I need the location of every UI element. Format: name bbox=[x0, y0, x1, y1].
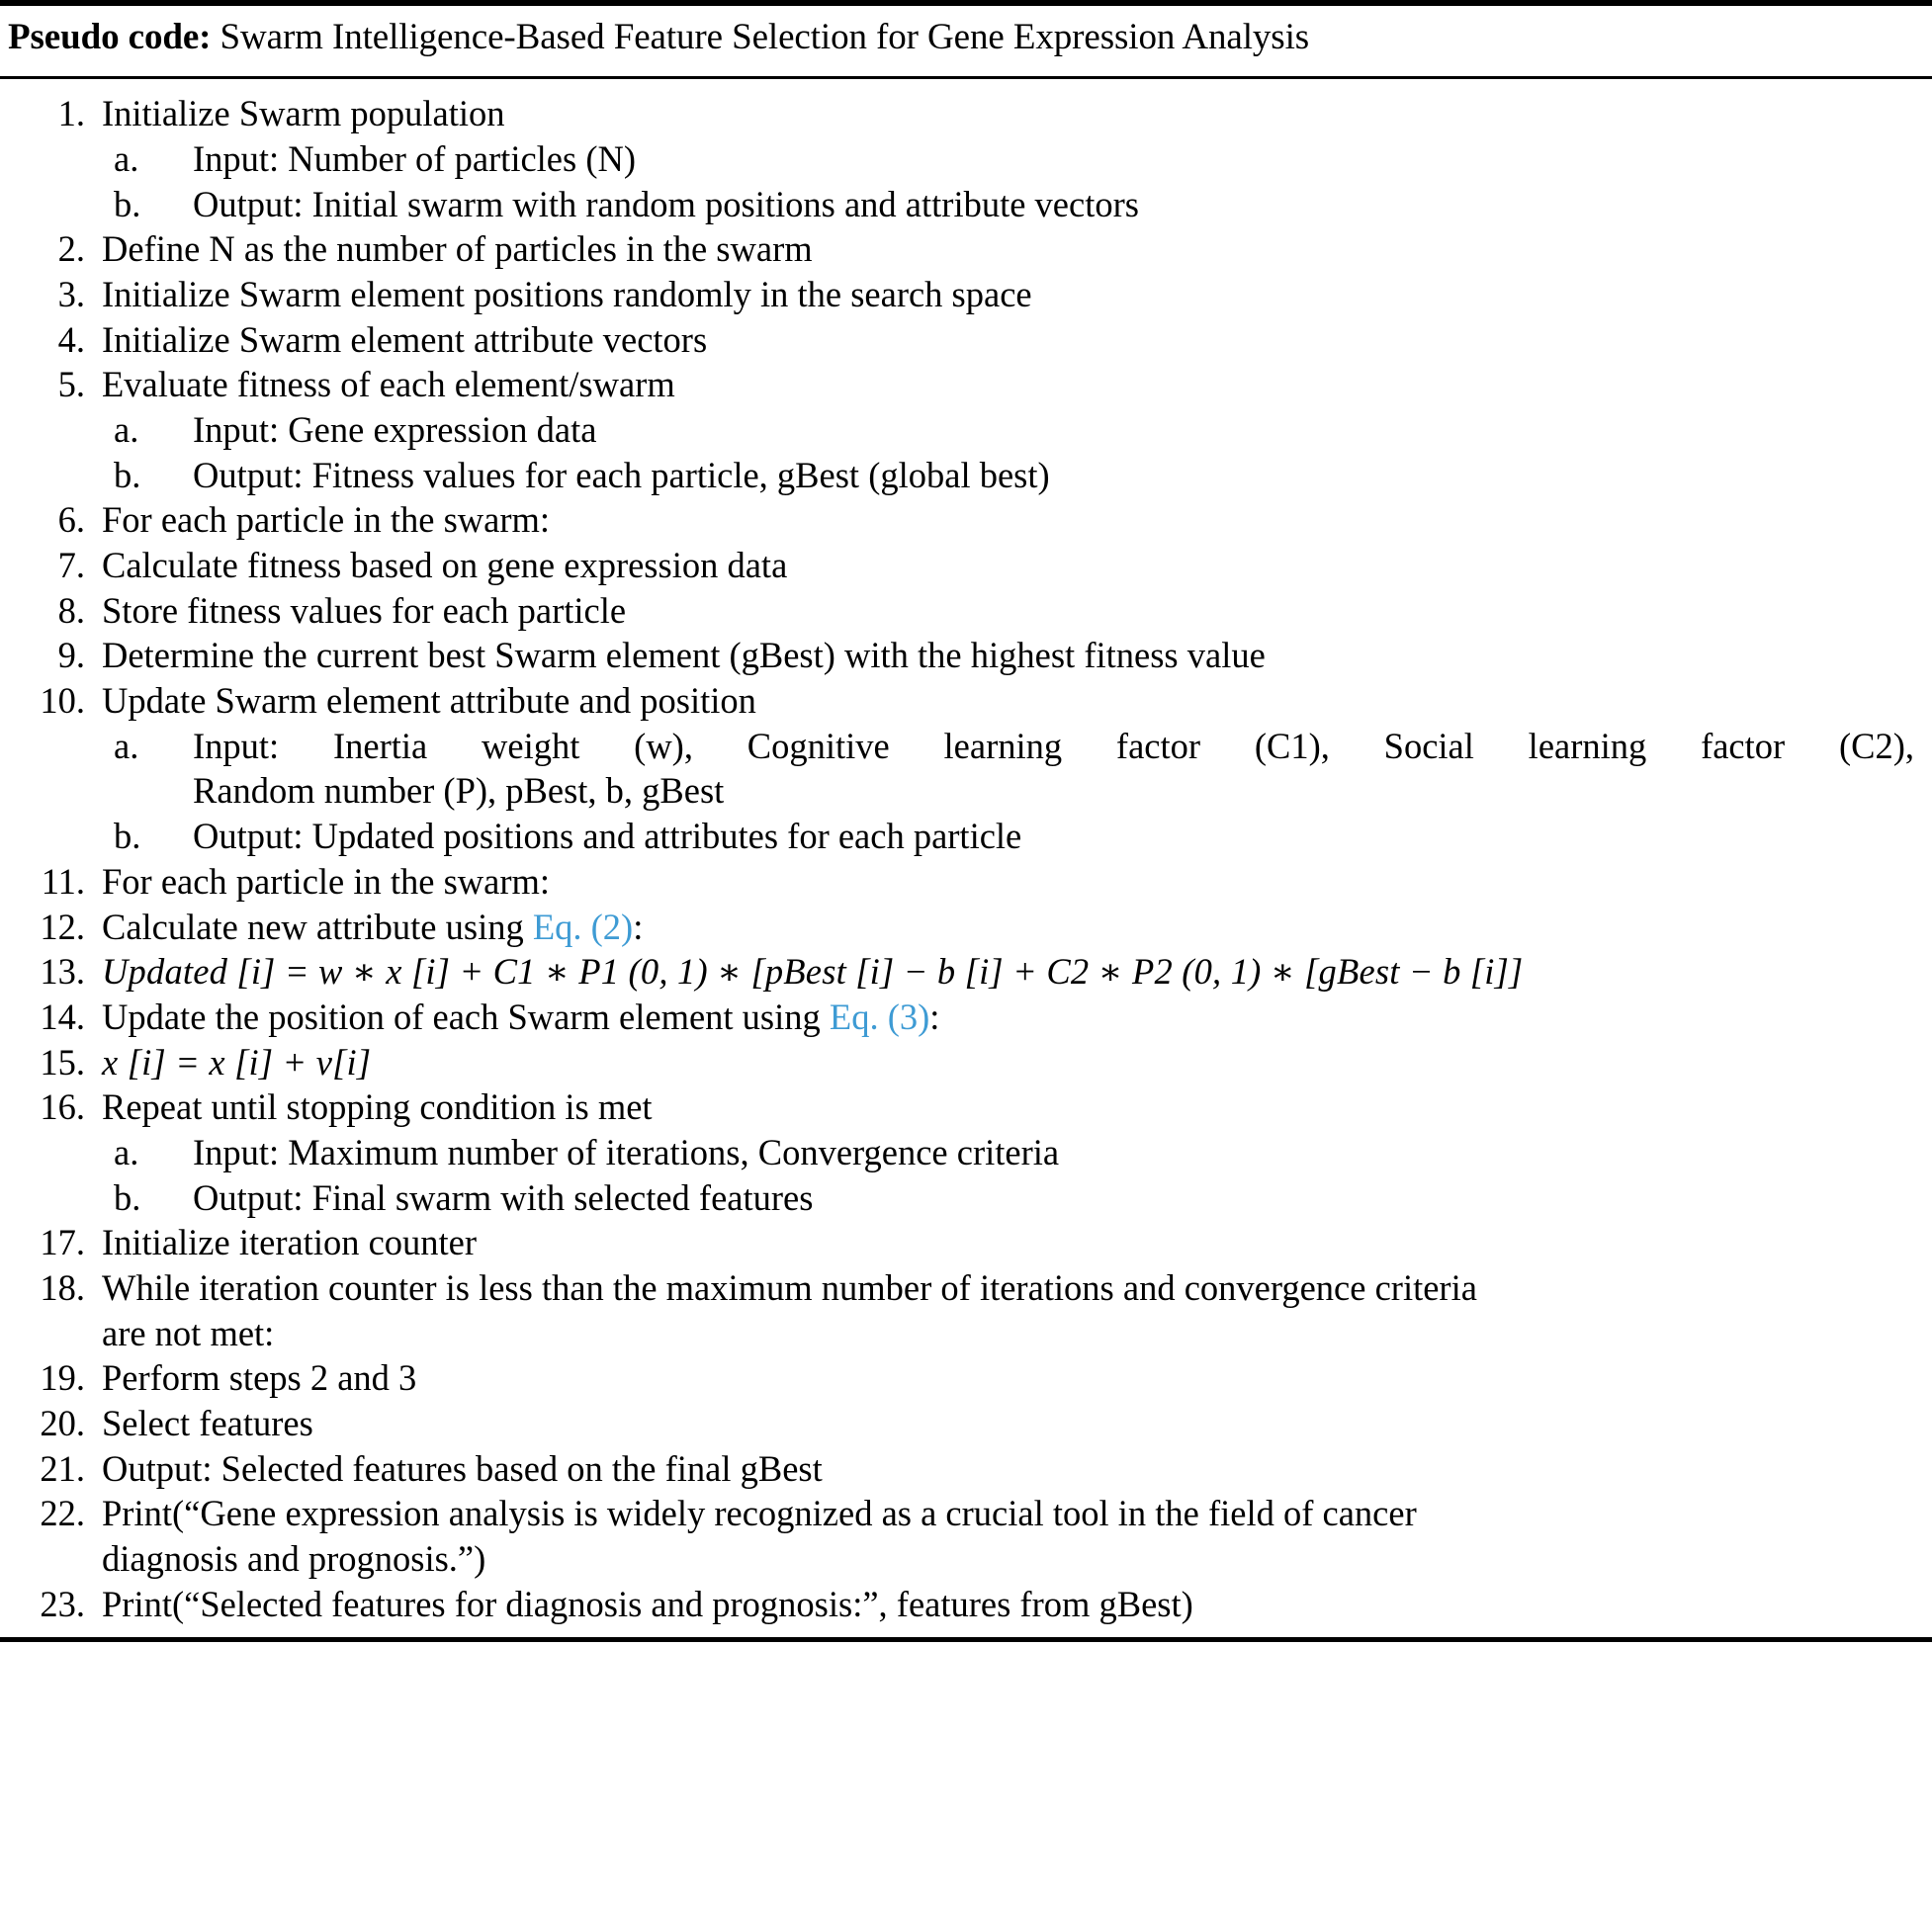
pseudocode-substep bbox=[10, 814, 1914, 859]
step-number bbox=[10, 136, 193, 182]
pseudocode-step bbox=[10, 1401, 1914, 1446]
step-number bbox=[10, 1175, 193, 1221]
pseudocode-substep bbox=[10, 453, 1914, 498]
step-text-before-link: Update the position of each Swarm element using bbox=[102, 996, 830, 1037]
pseudocode-step bbox=[10, 1491, 1914, 1581]
pseudocode-step bbox=[10, 588, 1914, 634]
pseudocode-step bbox=[10, 1265, 1914, 1355]
pseudocode-step bbox=[10, 497, 1914, 543]
step-text: Output: Initial swarm with random positions and attribute vectors bbox=[193, 183, 1139, 224]
pseudocode-substep bbox=[10, 407, 1914, 453]
pseudocode-step bbox=[10, 226, 1914, 272]
pseudocode-step bbox=[10, 91, 1914, 136]
step-text: Output: Final swarm with selected features bbox=[193, 1176, 814, 1218]
step-text bbox=[102, 1265, 1914, 1355]
pseudocode-substep bbox=[10, 724, 1914, 814]
pseudocode-substep bbox=[10, 182, 1914, 227]
pseudocode-steps-list bbox=[0, 79, 1932, 1636]
step-number: 19. bbox=[40, 1357, 85, 1399]
step-number bbox=[10, 724, 193, 769]
step-number: 15. bbox=[40, 1041, 85, 1083]
step-text: Store fitness values for each particle bbox=[102, 589, 627, 631]
equation-reference-link[interactable]: Eq. (2) bbox=[532, 906, 634, 947]
pseudocode-substep bbox=[10, 136, 1914, 182]
pseudocode-step bbox=[10, 362, 1914, 407]
step-text: Input: Gene expression data bbox=[193, 408, 597, 450]
step-number-label: a. bbox=[114, 408, 139, 450]
step-text bbox=[102, 1491, 1914, 1581]
pseudocode-substep bbox=[10, 1175, 1914, 1221]
pseudocode-step bbox=[10, 543, 1914, 588]
step-text-line: are not met: bbox=[102, 1312, 275, 1353]
step-text: x [i] = x [i] + v[i] bbox=[102, 1041, 372, 1083]
step-text bbox=[193, 724, 1914, 814]
pseudocode-step bbox=[10, 1220, 1914, 1265]
step-text: Determine the current best Swarm element (gBest) with the highest fitness value bbox=[102, 635, 1266, 676]
pseudocode-substep bbox=[10, 1130, 1914, 1175]
step-number: 21. bbox=[40, 1447, 85, 1489]
step-text-line: Print(“Gene expression analysis is widely recognized as a crucial tool in the field of cancer bbox=[102, 1493, 1417, 1534]
title-text: Swarm Intelligence-Based Feature Selection for Gene Expression Analysis bbox=[211, 17, 1310, 57]
step-number: 1. bbox=[57, 93, 85, 134]
step-number bbox=[10, 182, 193, 227]
step-number: 13. bbox=[40, 951, 85, 993]
pseudocode-step bbox=[10, 633, 1914, 678]
pseudocode-step bbox=[10, 905, 1914, 950]
pseudocode-step bbox=[10, 317, 1914, 363]
step-text: Evaluate fitness of each element/swarm bbox=[102, 364, 675, 405]
step-number: 8. bbox=[57, 589, 85, 631]
step-number: 22. bbox=[40, 1493, 85, 1534]
step-number: 3. bbox=[57, 273, 85, 314]
step-text: Output: Updated positions and attributes for each particle bbox=[193, 816, 1022, 857]
step-number-label: a. bbox=[114, 725, 139, 766]
step-text-after-link: : bbox=[633, 906, 644, 947]
pseudocode-step bbox=[10, 949, 1914, 995]
step-text bbox=[102, 995, 1914, 1040]
step-number: 7. bbox=[57, 545, 85, 585]
step-text-line: Random number (P), pBest, b, gBest bbox=[193, 770, 725, 812]
step-text-line: While iteration counter is less than the maximum number of iterations and convergence criteria bbox=[102, 1267, 1477, 1308]
step-text: Input: Number of particles (N) bbox=[193, 137, 636, 179]
step-text-after-link: : bbox=[929, 996, 940, 1037]
step-text: Updated [i] = w ∗ x [i] + C1 ∗ P1 (0, 1) ∗ [pBest [i] − b [i] + C2 ∗ P2 (0, 1) ∗ [gBest − b [i]] bbox=[102, 951, 1524, 993]
pseudocode-step bbox=[10, 859, 1914, 905]
step-number: 9. bbox=[57, 635, 85, 676]
pseudocode-step bbox=[10, 1355, 1914, 1401]
pseudocode-step bbox=[10, 1446, 1914, 1492]
step-number: 10. bbox=[40, 680, 85, 722]
step-number: 5. bbox=[57, 364, 85, 405]
step-number bbox=[10, 453, 193, 498]
step-number: 16. bbox=[40, 1086, 85, 1128]
algorithm-title bbox=[0, 6, 1932, 69]
step-text: Repeat until stopping condition is met bbox=[102, 1086, 653, 1128]
step-number: 20. bbox=[40, 1403, 85, 1444]
step-number: 14. bbox=[40, 996, 85, 1037]
step-text: For each particle in the swarm: bbox=[102, 499, 551, 541]
step-number bbox=[10, 1130, 193, 1175]
step-number-label: b. bbox=[114, 1176, 141, 1218]
step-number: 11. bbox=[41, 860, 85, 902]
step-text: Print(“Selected features for diagnosis and prognosis:”, features from gBest) bbox=[102, 1583, 1193, 1624]
equation-reference-link[interactable]: Eq. (3) bbox=[829, 996, 930, 1037]
step-text: Initialize Swarm element positions randomly in the search space bbox=[102, 273, 1032, 314]
step-number-label: b. bbox=[114, 816, 141, 857]
step-text: Update Swarm element attribute and position bbox=[102, 680, 756, 722]
step-text-before-link: Calculate new attribute using bbox=[102, 906, 533, 947]
step-text-line: Input: Inertia weight (w), Cognitive learning factor (C1), Social learning factor (C2), bbox=[193, 725, 1914, 766]
step-text: Initialize iteration counter bbox=[102, 1222, 478, 1263]
step-text-line: diagnosis and prognosis.”) bbox=[102, 1538, 486, 1580]
step-number: 6. bbox=[57, 499, 85, 541]
pseudocode-step bbox=[10, 1040, 1914, 1085]
step-number-label: b. bbox=[114, 454, 141, 495]
step-text: Initialize Swarm element attribute vectors bbox=[102, 318, 708, 360]
step-number bbox=[10, 814, 193, 859]
step-text: Input: Maximum number of iterations, Convergence criteria bbox=[193, 1131, 1060, 1172]
step-text: Select features bbox=[102, 1403, 313, 1444]
step-text: Initialize Swarm population bbox=[102, 93, 505, 134]
step-number: 4. bbox=[57, 318, 85, 360]
step-text: Output: Selected features based on the final gBest bbox=[102, 1447, 823, 1489]
step-text: Output: Fitness values for each particle, gBest (global best) bbox=[193, 454, 1050, 495]
pseudocode-step bbox=[10, 678, 1914, 724]
step-number-label: a. bbox=[114, 1131, 139, 1172]
step-text: Calculate fitness based on gene expression data bbox=[102, 545, 788, 585]
pseudocode-step bbox=[10, 995, 1914, 1040]
title-keyword: Pseudo code: bbox=[8, 17, 212, 57]
step-number: 12. bbox=[40, 906, 85, 947]
step-number bbox=[10, 407, 193, 453]
step-number-label: b. bbox=[114, 183, 141, 224]
pseudocode-step bbox=[10, 1084, 1914, 1130]
bottom-rule bbox=[0, 1637, 1932, 1642]
step-text: Perform steps 2 and 3 bbox=[102, 1357, 417, 1399]
step-number: 2. bbox=[57, 228, 85, 270]
pseudocode-step bbox=[10, 272, 1914, 317]
step-text: Define N as the number of particles in the swarm bbox=[102, 228, 813, 270]
step-number: 23. bbox=[40, 1583, 85, 1624]
pseudocode-step bbox=[10, 1582, 1914, 1627]
step-text bbox=[102, 905, 1914, 950]
step-number-label: a. bbox=[114, 137, 139, 179]
step-number: 18. bbox=[40, 1267, 85, 1308]
step-number: 17. bbox=[40, 1222, 85, 1263]
step-text: For each particle in the swarm: bbox=[102, 860, 551, 902]
